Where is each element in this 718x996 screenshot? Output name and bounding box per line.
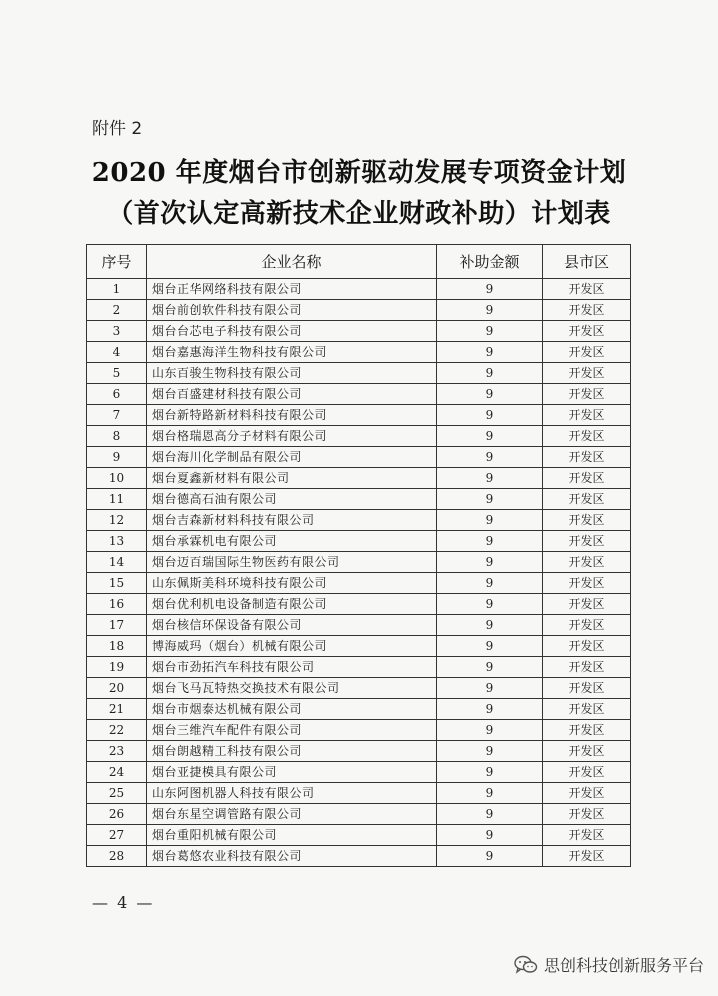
district: 开发区 <box>543 846 631 867</box>
table-row <box>87 657 631 678</box>
table-row <box>87 279 631 300</box>
district: 开发区 <box>543 552 631 573</box>
company-name: 烟台市劲拓汽车科技有限公司 <box>147 657 437 678</box>
district: 开发区 <box>543 384 631 405</box>
subsidy-amount: 9 <box>437 447 543 468</box>
row-number: 19 <box>87 657 147 678</box>
district: 开发区 <box>543 615 631 636</box>
row-number: 3 <box>87 321 147 342</box>
subsidy-amount: 9 <box>437 552 543 573</box>
row-number: 1 <box>87 279 147 300</box>
district: 开发区 <box>543 825 631 846</box>
company-name: 山东百骏生物科技有限公司 <box>147 363 437 384</box>
company-name: 烟台朗越精工科技有限公司 <box>147 741 437 762</box>
table-row <box>87 384 631 405</box>
subsidy-amount: 9 <box>437 468 543 489</box>
attachment-label: 附件 2 <box>92 119 143 139</box>
company-name: 烟台三维汽车配件有限公司 <box>147 720 437 741</box>
row-number: 20 <box>87 678 147 699</box>
subsidy-amount: 9 <box>437 762 543 783</box>
subsidy-amount: 9 <box>437 846 543 867</box>
company-name: 烟台亚捷模具有限公司 <box>147 762 437 783</box>
district: 开发区 <box>543 468 631 489</box>
row-number: 5 <box>87 363 147 384</box>
wechat-icon <box>514 955 538 975</box>
table-row <box>87 678 631 699</box>
table-row <box>87 846 631 867</box>
subsidy-amount: 9 <box>437 594 543 615</box>
row-number: 7 <box>87 405 147 426</box>
district: 开发区 <box>543 636 631 657</box>
table-row <box>87 825 631 846</box>
table-row <box>87 804 631 825</box>
row-number: 2 <box>87 300 147 321</box>
table-row <box>87 699 631 720</box>
row-number: 27 <box>87 825 147 846</box>
table-row <box>87 405 631 426</box>
subsidy-amount: 9 <box>437 342 543 363</box>
subsidy-amount: 9 <box>437 531 543 552</box>
table-row <box>87 510 631 531</box>
table-row <box>87 552 631 573</box>
subsidy-amount: 9 <box>437 720 543 741</box>
plan-table <box>86 244 631 867</box>
document-title-line-2: （首次认定高新技术企业财政补助）计划表 <box>107 199 611 229</box>
row-number: 11 <box>87 489 147 510</box>
company-name: 烟台德高石油有限公司 <box>147 489 437 510</box>
table-row <box>87 321 631 342</box>
row-number: 25 <box>87 783 147 804</box>
district: 开发区 <box>543 741 631 762</box>
company-name: 烟台优利机电设备制造有限公司 <box>147 594 437 615</box>
row-number: 15 <box>87 573 147 594</box>
table-row <box>87 531 631 552</box>
company-name: 烟台迈百瑞国际生物医药有限公司 <box>147 552 437 573</box>
table-row <box>87 741 631 762</box>
subsidy-amount: 9 <box>437 657 543 678</box>
table-row <box>87 636 631 657</box>
row-number: 10 <box>87 468 147 489</box>
company-name: 烟台东星空调管路有限公司 <box>147 804 437 825</box>
district: 开发区 <box>543 447 631 468</box>
district: 开发区 <box>543 279 631 300</box>
district: 开发区 <box>543 426 631 447</box>
row-number: 26 <box>87 804 147 825</box>
row-number: 4 <box>87 342 147 363</box>
row-number: 6 <box>87 384 147 405</box>
company-name: 烟台葛悠农业科技有限公司 <box>147 846 437 867</box>
row-number: 14 <box>87 552 147 573</box>
company-name: 烟台海川化学制品有限公司 <box>147 447 437 468</box>
table-row <box>87 426 631 447</box>
subsidy-amount: 9 <box>437 426 543 447</box>
row-number: 18 <box>87 636 147 657</box>
district: 开发区 <box>543 531 631 552</box>
district: 开发区 <box>543 489 631 510</box>
table-row <box>87 720 631 741</box>
column-header-district: 县市区 <box>543 245 631 279</box>
company-name: 烟台新特路新材料科技有限公司 <box>147 405 437 426</box>
table-row <box>87 363 631 384</box>
subsidy-amount: 9 <box>437 699 543 720</box>
table-body <box>87 279 631 867</box>
company-name: 烟台吉森新材料科技有限公司 <box>147 510 437 531</box>
district: 开发区 <box>543 762 631 783</box>
district: 开发区 <box>543 657 631 678</box>
document-title-line-1: 2020 年度烟台市创新驱动发展专项资金计划 <box>91 158 627 188</box>
subsidy-amount: 9 <box>437 405 543 426</box>
district: 开发区 <box>543 573 631 594</box>
subsidy-amount: 9 <box>437 363 543 384</box>
company-name: 烟台承霖机电有限公司 <box>147 531 437 552</box>
row-number: 28 <box>87 846 147 867</box>
row-number: 12 <box>87 510 147 531</box>
company-name: 烟台飞马瓦特热交换技术有限公司 <box>147 678 437 699</box>
table-row <box>87 783 631 804</box>
page-number: — 4 — <box>92 893 155 912</box>
table-row <box>87 573 631 594</box>
district: 开发区 <box>543 699 631 720</box>
district: 开发区 <box>543 363 631 384</box>
district: 开发区 <box>543 783 631 804</box>
company-name: 烟台百盛建材科技有限公司 <box>147 384 437 405</box>
subsidy-amount: 9 <box>437 510 543 531</box>
column-header-amount: 补助金额 <box>437 245 543 279</box>
subsidy-amount: 9 <box>437 783 543 804</box>
column-header-name: 企业名称 <box>147 245 437 279</box>
row-number: 13 <box>87 531 147 552</box>
row-number: 8 <box>87 426 147 447</box>
column-header-no: 序号 <box>87 245 147 279</box>
row-number: 24 <box>87 762 147 783</box>
subsidy-amount: 9 <box>437 636 543 657</box>
table-row <box>87 489 631 510</box>
table-row <box>87 342 631 363</box>
row-number: 16 <box>87 594 147 615</box>
watermark <box>514 953 704 976</box>
subsidy-amount: 9 <box>437 678 543 699</box>
district: 开发区 <box>543 405 631 426</box>
table-row <box>87 615 631 636</box>
district: 开发区 <box>543 678 631 699</box>
district: 开发区 <box>543 342 631 363</box>
company-name: 博海威玛（烟台）机械有限公司 <box>147 636 437 657</box>
company-name: 烟台台芯电子科技有限公司 <box>147 321 437 342</box>
district: 开发区 <box>543 321 631 342</box>
subsidy-amount: 9 <box>437 489 543 510</box>
company-name: 烟台格瑞恩高分子材料有限公司 <box>147 426 437 447</box>
row-number: 9 <box>87 447 147 468</box>
subsidy-amount: 9 <box>437 804 543 825</box>
subsidy-amount: 9 <box>437 321 543 342</box>
district: 开发区 <box>543 510 631 531</box>
district: 开发区 <box>543 720 631 741</box>
row-number: 17 <box>87 615 147 636</box>
table-row <box>87 468 631 489</box>
table-row <box>87 594 631 615</box>
row-number: 22 <box>87 720 147 741</box>
company-name: 烟台夏鑫新材料有限公司 <box>147 468 437 489</box>
subsidy-amount: 9 <box>437 615 543 636</box>
subsidy-amount: 9 <box>437 300 543 321</box>
subsidy-amount: 9 <box>437 384 543 405</box>
company-name: 烟台嘉惠海洋生物科技有限公司 <box>147 342 437 363</box>
company-name: 烟台核信环保设备有限公司 <box>147 615 437 636</box>
table-row <box>87 300 631 321</box>
company-name: 山东佩斯美科环境科技有限公司 <box>147 573 437 594</box>
subsidy-amount: 9 <box>437 279 543 300</box>
company-name: 烟台正华网络科技有限公司 <box>147 279 437 300</box>
table-header-row <box>87 245 631 279</box>
company-name: 烟台前创软件科技有限公司 <box>147 300 437 321</box>
row-number: 21 <box>87 699 147 720</box>
district: 开发区 <box>543 300 631 321</box>
company-name: 烟台市烟泰达机械有限公司 <box>147 699 437 720</box>
subsidy-amount: 9 <box>437 741 543 762</box>
company-name: 烟台重阳机械有限公司 <box>147 825 437 846</box>
district: 开发区 <box>543 594 631 615</box>
subsidy-amount: 9 <box>437 573 543 594</box>
watermark-text: 思创科技创新服务平台 <box>543 956 704 975</box>
table-row <box>87 762 631 783</box>
district: 开发区 <box>543 804 631 825</box>
table-row <box>87 447 631 468</box>
subsidy-amount: 9 <box>437 825 543 846</box>
row-number: 23 <box>87 741 147 762</box>
company-name: 山东阿图机器人科技有限公司 <box>147 783 437 804</box>
